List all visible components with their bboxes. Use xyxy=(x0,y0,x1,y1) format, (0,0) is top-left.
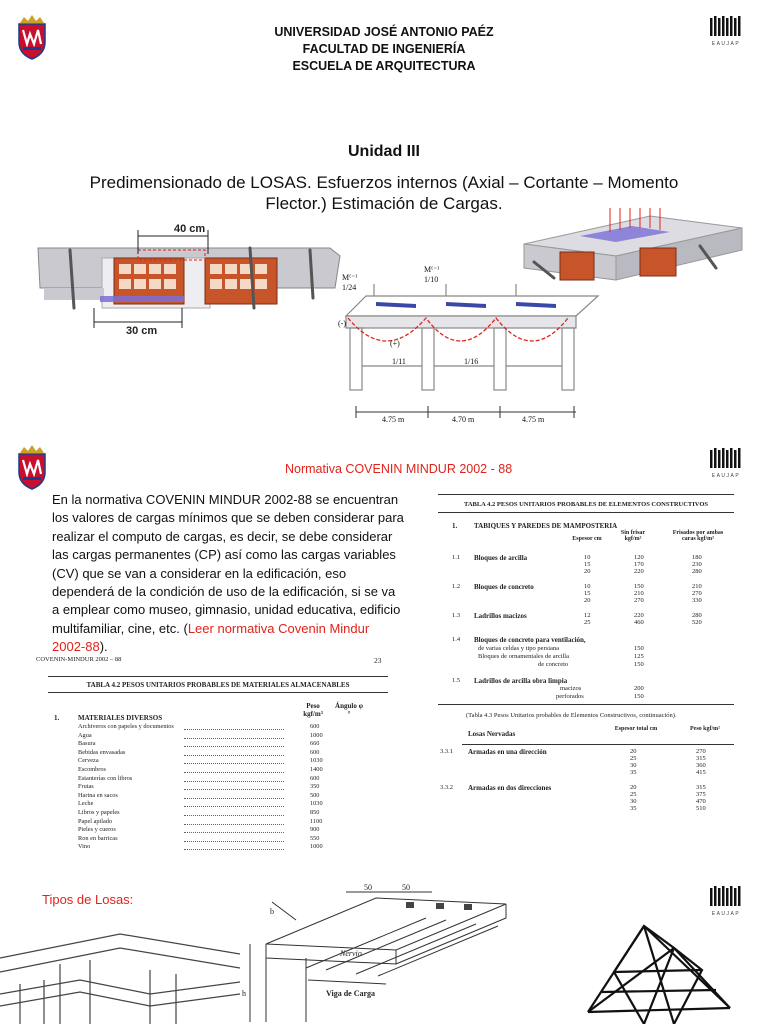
material-weight: 1400 xyxy=(310,766,323,773)
table-page-number: 23 xyxy=(374,656,382,665)
university-crest-icon xyxy=(16,14,48,60)
nervio-label: Nervio xyxy=(340,949,362,958)
group-number: 1.1 xyxy=(452,554,461,561)
table-cell: 270 xyxy=(692,590,702,597)
table-left-title: TABLA 4.2 PESOS UNITARIOS PROBABLES DE MATERIALES ALMACENABLES xyxy=(86,681,350,689)
table-cell: 460 xyxy=(634,619,644,626)
right-section-title: TABIQUES Y PAREDES DE MAMPOSTERIA xyxy=(474,522,618,530)
material-name: Ron en barricas xyxy=(78,834,118,842)
g14-value-3: 150 xyxy=(634,661,644,668)
university-name: UNIVERSIDAD JOSÉ ANTONIO PAÉZ xyxy=(274,25,494,39)
table-cell: 330 xyxy=(692,597,702,604)
table-cell: 25 xyxy=(630,755,637,762)
g14-value-1: 150 xyxy=(634,645,644,652)
solid-slab-sketch xyxy=(0,924,240,1024)
normativa-paragraph xyxy=(52,491,406,657)
table-cell: 360 xyxy=(696,762,706,769)
material-name: Papel apilado xyxy=(78,817,113,825)
slab-section-figure xyxy=(30,220,345,340)
g14-name: Bloques de concreto para ventilación, xyxy=(474,636,586,644)
losas-title: Losas Nervadas xyxy=(468,730,516,738)
table-cell: 210 xyxy=(634,590,644,597)
g15-number: 1.5 xyxy=(452,677,461,684)
col-espesor-header: Espesor cm xyxy=(572,536,602,542)
material-name: Harina en sacos xyxy=(78,791,118,799)
group-name: Bloques de arcilla xyxy=(474,554,528,562)
material-name: Cerveza xyxy=(78,757,99,765)
tipos-losas-heading: Tipos de Losas: xyxy=(42,892,134,907)
table-cell: 280 xyxy=(692,568,702,575)
table-cell: 15 xyxy=(584,561,591,568)
material-weight: 660 xyxy=(310,740,320,748)
dim-30cm-label: 30 cm xyxy=(126,325,158,337)
material-weight: 350 xyxy=(310,783,320,791)
table-cell: 20 xyxy=(584,568,591,575)
table-cell: 20 xyxy=(630,784,637,791)
table-row xyxy=(34,843,390,852)
material-weight: 550 xyxy=(310,834,320,842)
material-name: Frutas xyxy=(78,783,94,791)
university-crest-icon xyxy=(16,444,48,490)
material-weight: 600 xyxy=(310,723,320,730)
g14-line-2: Bloques de ornamentales de arcilla xyxy=(478,653,569,660)
material-name: Estanterías con libros xyxy=(78,774,133,782)
ribbed-slab-sketch xyxy=(236,884,526,1024)
moment-label-m1: M⁽⁻⁾ xyxy=(342,273,358,282)
material-name: Agua xyxy=(78,731,92,739)
losa-number: 3.3.2 xyxy=(440,784,453,791)
table-cell: 10 xyxy=(584,554,591,561)
table-cell: 20 xyxy=(584,597,591,604)
dim-h-label: h xyxy=(242,989,246,998)
col-angulo-header: Ángulo φ ° xyxy=(335,702,363,718)
viga-de-carga-label: Viga de Carga xyxy=(326,989,376,998)
material-name: Libros y papeles xyxy=(78,809,120,816)
dim-50-label-2: 50 xyxy=(402,884,410,892)
table-cell: 270 xyxy=(634,597,644,604)
eaujap-logo-text: EAUJAP xyxy=(711,41,741,47)
losa-number: 3.3.1 xyxy=(440,748,453,755)
eaujap-logo-icon xyxy=(710,886,742,906)
table-cell: 270 xyxy=(696,748,706,755)
table-cell: 220 xyxy=(634,612,644,619)
dim-b-label: b xyxy=(270,907,274,916)
table-cell: 15 xyxy=(584,590,591,597)
faculty-name: FACULTAD DE INGENIERÍA xyxy=(302,42,466,56)
subtitle-line-1: Predimensionado de LOSAS. Esfuerzos internos (Axial – Cortante – Momento xyxy=(89,173,679,192)
material-name: Vino xyxy=(78,843,91,851)
material-weight: 1030 xyxy=(310,800,323,808)
moment-label-coef1: 1/24 xyxy=(342,283,357,292)
table-cell: 315 xyxy=(696,784,706,791)
g15-row-2-value: 150 xyxy=(634,693,644,700)
table-cell: 220 xyxy=(634,568,644,575)
table-cell: 20 xyxy=(630,748,637,755)
group-number: 1.2 xyxy=(452,583,461,590)
table-cell: 150 xyxy=(634,583,644,590)
col-espesor-total-header: Espesor total cm xyxy=(614,726,658,732)
subtitle-line-2: Flector.) Estimación de Cargas. xyxy=(265,194,503,213)
g15-row-1-value: 200 xyxy=(634,685,644,692)
dim-40cm-label: 40 cm xyxy=(174,223,206,235)
col-peso-losa-header: Peso kgf/m² xyxy=(690,726,720,732)
table-cell: 510 xyxy=(696,805,706,812)
material-weight: 600 xyxy=(310,774,320,782)
table-right-title: TABLA 4.2 PESOS UNITARIOS PROBABLES DE ELEMENTOS CONSTRUCTIVOS xyxy=(463,501,709,508)
material-name: Basura xyxy=(78,740,96,748)
group-number: 1.3 xyxy=(452,612,461,619)
material-weight: 850 xyxy=(310,809,320,816)
col-sin-frisar-header: Sin frisar kgf/m² xyxy=(620,530,646,542)
normativa-heading: Normativa COVENIN MINDUR 2002 - 88 xyxy=(285,462,513,476)
g14-line-3: de concreto xyxy=(538,661,569,668)
eaujap-logo-text: EAUJAP xyxy=(711,911,741,917)
section-title: MATERIALES DIVERSOS xyxy=(78,714,163,722)
group-name: Bloques de concreto xyxy=(474,583,534,591)
losa-name: Armadas en dos direcciones xyxy=(468,784,552,792)
unit-title: Unidad III xyxy=(348,143,420,160)
moment-frame-figure xyxy=(336,254,606,424)
dim-50-label-1: 50 xyxy=(364,884,372,892)
material-name: Bebidas envasadas xyxy=(78,748,126,756)
moment-label-m2: M⁽⁻⁾ xyxy=(424,265,440,274)
normativa-link[interactable]: Leer normativa Covenin Mindur 2002-88 xyxy=(52,620,370,655)
material-name: Escombros xyxy=(78,766,106,773)
moment-label-coef3: 1/11 xyxy=(392,357,406,366)
table-doc-ref: COVENIN-MINDUR 2002 – 88 xyxy=(36,656,122,663)
section-number: 1. xyxy=(54,714,60,722)
eaujap-logo xyxy=(710,448,742,479)
table-cell: 25 xyxy=(584,619,591,626)
table-cell: 375 xyxy=(696,791,706,798)
table-cell: 10 xyxy=(584,583,591,590)
col-frisados-header: Frisados por ambas caras kgf/m² xyxy=(672,530,724,542)
losa-name: Armadas en una dirección xyxy=(468,748,547,756)
table-caption: (Tabla 4.3 Pesos Unitarios probables de Elementos Constructivos, continuación). xyxy=(466,712,677,719)
table-cell: 35 xyxy=(630,769,637,776)
eaujap-logo-text: EAUJAP xyxy=(711,473,741,479)
material-name: Pieles y cueros xyxy=(78,826,116,834)
eaujap-logo xyxy=(710,16,742,47)
moment-sign-neg: (-) xyxy=(338,319,346,328)
table-cell: 415 xyxy=(696,769,706,776)
materiales-rows xyxy=(34,723,390,863)
col-peso-header: Peso kgf/m³ xyxy=(303,702,323,718)
table-cell: 315 xyxy=(696,755,706,762)
moment-label-coef2: 1/10 xyxy=(424,275,439,284)
eaujap-logo-icon xyxy=(710,16,742,36)
span-dim-1: 4.75 m xyxy=(382,415,405,424)
table-cell: 25 xyxy=(630,791,637,798)
table-cell: 30 xyxy=(630,762,637,769)
moment-label-coef4: 1/16 xyxy=(464,357,479,366)
material-name: Leche xyxy=(78,800,94,808)
moment-sign-pos: (+) xyxy=(390,339,400,348)
material-weight: 1030 xyxy=(310,757,323,765)
g15-row-2-name: perforados xyxy=(556,693,584,700)
table-cell: 120 xyxy=(634,554,644,561)
table-cell: 520 xyxy=(692,619,702,626)
table-cell: 210 xyxy=(692,583,702,590)
g14-value-2: 125 xyxy=(634,653,644,660)
g14-number: 1.4 xyxy=(452,636,461,643)
paragraph-end: ). xyxy=(99,639,108,655)
table-cell: 280 xyxy=(692,612,702,619)
table-cell: 12 xyxy=(584,612,591,619)
table-cell: 30 xyxy=(630,798,637,805)
span-dim-2: 4.70 m xyxy=(452,415,475,424)
table-cell: 230 xyxy=(692,561,702,568)
material-weight: 600 xyxy=(310,748,320,756)
material-weight: 1000 xyxy=(310,731,323,739)
group-name: Ladrillos macizos xyxy=(474,612,527,620)
material-weight: 500 xyxy=(310,791,320,799)
material-weight: 1000 xyxy=(310,843,323,851)
losas-rows xyxy=(438,748,734,824)
right-section-number: 1. xyxy=(452,522,458,530)
g15-row-1-name: macizos xyxy=(560,685,582,692)
span-dim-3: 4.75 m xyxy=(522,415,545,424)
material-name: Archiveros con papeles y documentos xyxy=(78,723,174,730)
paragraph-text: En la normativa COVENIN MINDUR 2002-88 se encuentran los valores de cargas mínimos que se deben considerar para realizar el computo de cargas, es decir, se debe considerar las cargas permanentes (CP) así como las cargas variables (CV) que se van a considerar en la edificación, eso dependerá de la condición de uso de la edificación, si se va a emplear como museo, gimnasio, unidad educativa, edificio multifamiliar, cine, etc. ( xyxy=(52,492,404,636)
table-cell: 180 xyxy=(692,554,702,561)
table-cell: 470 xyxy=(696,798,706,805)
table-elementos-constructivos xyxy=(438,494,736,824)
school-name: ESCUELA DE ARQUITECTURA xyxy=(292,59,476,73)
material-weight: 900 xyxy=(310,826,320,834)
table-materiales-almacenables xyxy=(34,654,390,854)
table-cell: 35 xyxy=(630,805,637,812)
g15-name: Ladrillos de arcilla obra limpia xyxy=(474,677,568,685)
material-weight: 1100 xyxy=(310,817,323,825)
table-cell: 170 xyxy=(634,561,644,568)
eaujap-logo-icon xyxy=(710,448,742,468)
space-frame-sketch xyxy=(584,912,734,1024)
g14-line-1: de varias celdas y tipo persiana xyxy=(478,645,560,652)
